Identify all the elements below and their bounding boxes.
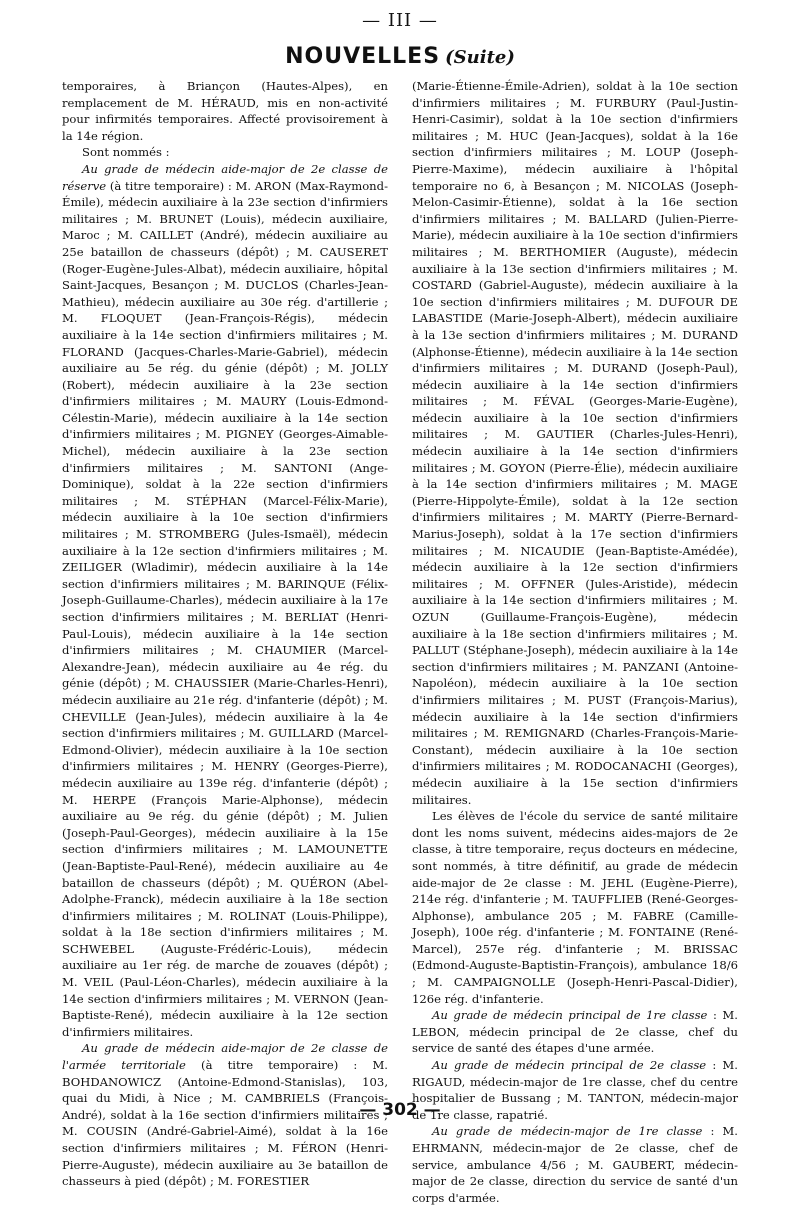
section-subtitle: (Suite) bbox=[445, 47, 515, 68]
grade-heading: Au grade de médecin aide-major de 2e classe de l'armée territoriale bbox=[62, 1041, 388, 1073]
left-column bbox=[62, 78, 388, 1189]
paragraph-text: : M. LEBON, médecin principal de 2e classe, chef du service de santé des étapes d'une armée. bbox=[412, 1008, 738, 1056]
grade-heading: Au grade de médecin aide-major de 2e classe de réserve bbox=[62, 161, 388, 193]
paragraph bbox=[412, 78, 738, 808]
paragraph bbox=[62, 78, 388, 144]
section-header bbox=[0, 44, 800, 69]
paragraph-text: temporaires, à Briançon (Hautes-Alpes), en remplacement de M. HÉRAUD, mis en non-activité pour infirmités temporaires. Affecté provisoirement à la 14e région. bbox=[62, 79, 388, 143]
grade-heading: Au grade de médecin-major de 1re classe bbox=[432, 1124, 703, 1139]
paragraph-text: : M. RIGAUD, médecin-major de 1re classe, chef du centre hospitalier de Bussang ; M. TANTON, médecin-major de 1re classe, rapatrié. bbox=[412, 1058, 738, 1122]
running-page-number: — III — bbox=[362, 10, 438, 31]
right-column bbox=[412, 78, 738, 1205]
paragraph bbox=[62, 144, 388, 161]
grade-heading: Au grade de médecin principal de 2e classe bbox=[432, 1058, 707, 1073]
paragraph-text: Sont nommés : bbox=[82, 145, 170, 160]
paragraph-text: (Marie-Étienne-Émile-Adrien), soldat à la 10e section d'infirmiers militaires ; M. FURBURY (Paul-Justin-Henri-Casimir), soldat à la 10e section d'infirmiers militaires ; M. HUC (Jean-Jacques), soldat à la 16e section d'infirmiers militaires ; M. LOUP (Joseph-Pierre-Maxime), médecin auxiliaire à l'hôpital temporaire no 6, à Besançon ; M. NICOLAS (Joseph-Melon-Casimir-Étienne), soldat à la 16e section d'infirmiers militaires ; M. BALLARD (Julien-Pierre-Marie), médecin auxiliaire à la 10e section d'infirmiers militaires ; M. BERTHOMIER (Auguste), médecin auxiliaire à la 13e section d'infirmiers militaires ; M. COSTARD (Gabriel-Auguste), médecin auxiliaire à la 10e section d'infirmiers militaires ; M. DUFOUR DE LABASTIDE (Marie-Joseph-Albert), médecin auxiliaire à la 13e section d'infirmiers militaires ; M. DURAND (Alphonse-Étienne), médecin auxiliaire à la 14e section d'infirmiers militaires ; M. DURAND (Joseph-Paul), médecin auxiliaire à la 14e section d'infirmiers militaires ; M. FÉVAL (Georges-Marie-Eugène), médecin auxiliaire à la 10e section d'infirmiers militaires ; M. GAUTIER (Charles-Jules-Henri), médecin auxiliaire à la 14e section d'infirmiers militaires ; M. GOYON (Pierre-Élie), médecin auxiliaire à la 14e section d'infirmiers militaires ; M. MAGE (Pierre-Hippolyte-Émile), soldat à la 12e section d'infirmiers militaires ; M. MARTY (Pierre-Bernard-Marius-Joseph), soldat à la 17e section d'infirmiers militaires ; M. NICAUDIE (Jean-Baptiste-Amédée), médecin auxiliaire à la 12e section d'infirmiers militaires ; M. OFFNER (Jules-Aristide), médecin auxiliaire à la 14e section d'infirmiers militaires ; M. OZUN (Guillaume-François-Eugène), médecin auxiliaire à la 18e section d'infirmiers militaires ; M. PALLUT (Stéphane-Joseph), médecin auxiliaire à la 14e section d'infirmiers militaires ; M. PANZANI (Antoine-Napoléon), médecin auxiliaire à la 10e section d'infirmiers militaires ; M. PUST (François-Marius), médecin auxiliaire à la 14e section d'infirmiers militaires ; M. REMIGNARD (Charles-François-Marie-Constant), médecin auxiliaire à la 10e section d'infirmiers militaires ; M. RODOCANACHI (Georges), médecin auxiliaire à la 15e section d'infirmiers militaires. bbox=[412, 79, 738, 807]
paragraph-text: (à titre temporaire) : M. ARON (Max-Raymond-Émile), médecin auxiliaire à la 23e section d'infirmiers militaires ; M. BRUNET (Louis), médecin auxiliaire, Maroc ; M. CAILLET (André), médecin auxiliaire au 25e bataillon de chasseurs (dépôt) ; M. CAUSERET (Roger-Eugène-Jules-Albat), médecin auxiliaire, hôpital Saint-Jacques, Besançon ; M. DUCLOS (Charles-Jean-Mathieu), médecin auxiliaire au 30e rég. d'artillerie ; M. FLOQUET (Jean-François-Régis), médecin auxiliaire à la 14e section d'infirmiers militaires ; M. FLORAND (Jacques-Charles-Marie-Gabriel), médecin auxiliaire au 5e rég. du génie (dépôt) ; M. JOLLY (Robert), médecin auxiliaire à la 23e section d'infirmiers militaires ; M. MAURY (Louis-Edmond-Célestin-Marie), médecin auxiliaire à la 14e section d'infirmiers militaires ; M. PIGNEY (Georges-Aimable-Michel), médecin auxiliaire à la 23e section d'infirmiers militaires ; M. SANTONI (Ange-Dominique), soldat à la 22e section d'infirmiers militaires ; M. STÉPHAN (Marcel-Félix-Marie), médecin auxiliaire à la 10e section d'infirmiers militaires ; M. STROMBERG (Jules-Ismaël), médecin auxiliaire à la 12e section d'infirmiers militaires ; M. ZEILIGER (Wladimir), médecin auxiliaire à la 14e section d'infirmiers militaires ; M. BARINQUE (Félix-Joseph-Guillaume-Charles), médecin auxiliaire à la 17e section d'infirmiers militaires ; M. BERLIAT (Henri-Paul-Louis), médecin auxiliaire à la 14e section d'infirmiers militaires ; M. CHAUMIER (Marcel-Alexandre-Jean), médecin auxiliaire au 4e rég. du génie (dépôt) ; M. CHAUSSIER (Marie-Charles-Henri), médecin auxiliaire au 21e rég. d'infanterie (dépôt) ; M. CHEVILLE (Jean-Jules), médecin auxiliaire à la 4e section d'infirmiers militaires ; M. GUILLARD (Marcel-Edmond-Olivier), médecin auxiliaire à la 10e section d'infirmiers militaires ; M. HENRY (Georges-Pierre), médecin auxiliaire au 139e rég. d'infanterie (dépôt) ; M. HERPE (François Marie-Alphonse), médecin auxiliaire au 9e rég. du génie (dépôt) ; M. Julien (Joseph-Paul-Georges), médecin auxiliaire à la 15e section d'infirmiers militaires ; M. LAMOUNETTE (Jean-Baptiste-Paul-René), médecin auxiliaire au 4e bataillon de chasseurs (dépôt) ; M. QUÉRON (Abel-Adolphe-Franck), médecin auxiliaire à la 18e section d'infirmiers militaires ; M. ROLINAT (Louis-Philippe), soldat à la 18e section d'infirmiers militaires ; M. SCHWEBEL (Auguste-Frédéric-Louis), médecin auxiliaire au 1er rég. de marche de zouaves (dépôt) ; M. VEIL (Paul-Léon-Charles), médecin auxiliaire à la 14e section d'infirmiers militaires ; M. VERNON (Jean-Baptiste-René), médecin auxiliaire à la 12e section d'infirmiers militaires. bbox=[62, 178, 388, 1039]
section-title: NOUVELLES bbox=[285, 44, 441, 69]
paragraph bbox=[412, 1007, 738, 1057]
paragraph-text: Les élèves de l'école du service de santé militaire dont les noms suivent, médecins aides-majors de 2e classe, à titre temporaire, reçus docteurs en médecine, sont nommés, à titre définitif, au grade de médecin aide-major de 2e classe : M. JEHL (Eugène-Pierre), 214e rég. d'infanterie ; M. TAUFFLIEB (René-Georges-Alphonse), ambulance 205 ; M. FABRE (Camille-Joseph), 100e rég. d'infanterie ; M. FONTAINE (René-Marcel), 257e rég. d'infanterie ; M. BRISSAC (Edmond-Auguste-Baptistin-François), ambulance 18/6 ; M. CAMPAIGNOLLE (Joseph-Henri-Pascal-Didier), 126e rég. d'infanterie. bbox=[412, 809, 738, 1006]
paragraph bbox=[412, 1123, 738, 1206]
paragraph-text: (à titre temporaire) : M. BOHDANOWICZ (Antoine-Edmond-Stanislas), 103, quai du Midi, à Nice ; M. CAMBRIELS (François-André), soldat à la 16e section d'infirmiers militaires ; M. COUSIN (André-Gabriel-Aimé), soldat à la 16e section d'infirmiers militaires ; M. FÉRON (Henri-Pierre-Auguste), médecin auxiliaire au 3e bataillon de chasseurs à pied (dépôt) ; M. FORESTIER bbox=[62, 1058, 388, 1189]
paragraph bbox=[62, 161, 388, 1040]
paragraph bbox=[412, 808, 738, 1007]
paragraph-text: : M. EHRMANN, médecin-major de 2e classe, chef de service, ambulance 4/56 ; M. GAUBERT, médecin-major de 2e classe, direction du service de santé d'un corps d'armée. bbox=[412, 1124, 738, 1205]
page-number: — 302 — bbox=[359, 1100, 441, 1120]
grade-heading: Au grade de médecin principal de 1re classe bbox=[432, 1008, 708, 1023]
